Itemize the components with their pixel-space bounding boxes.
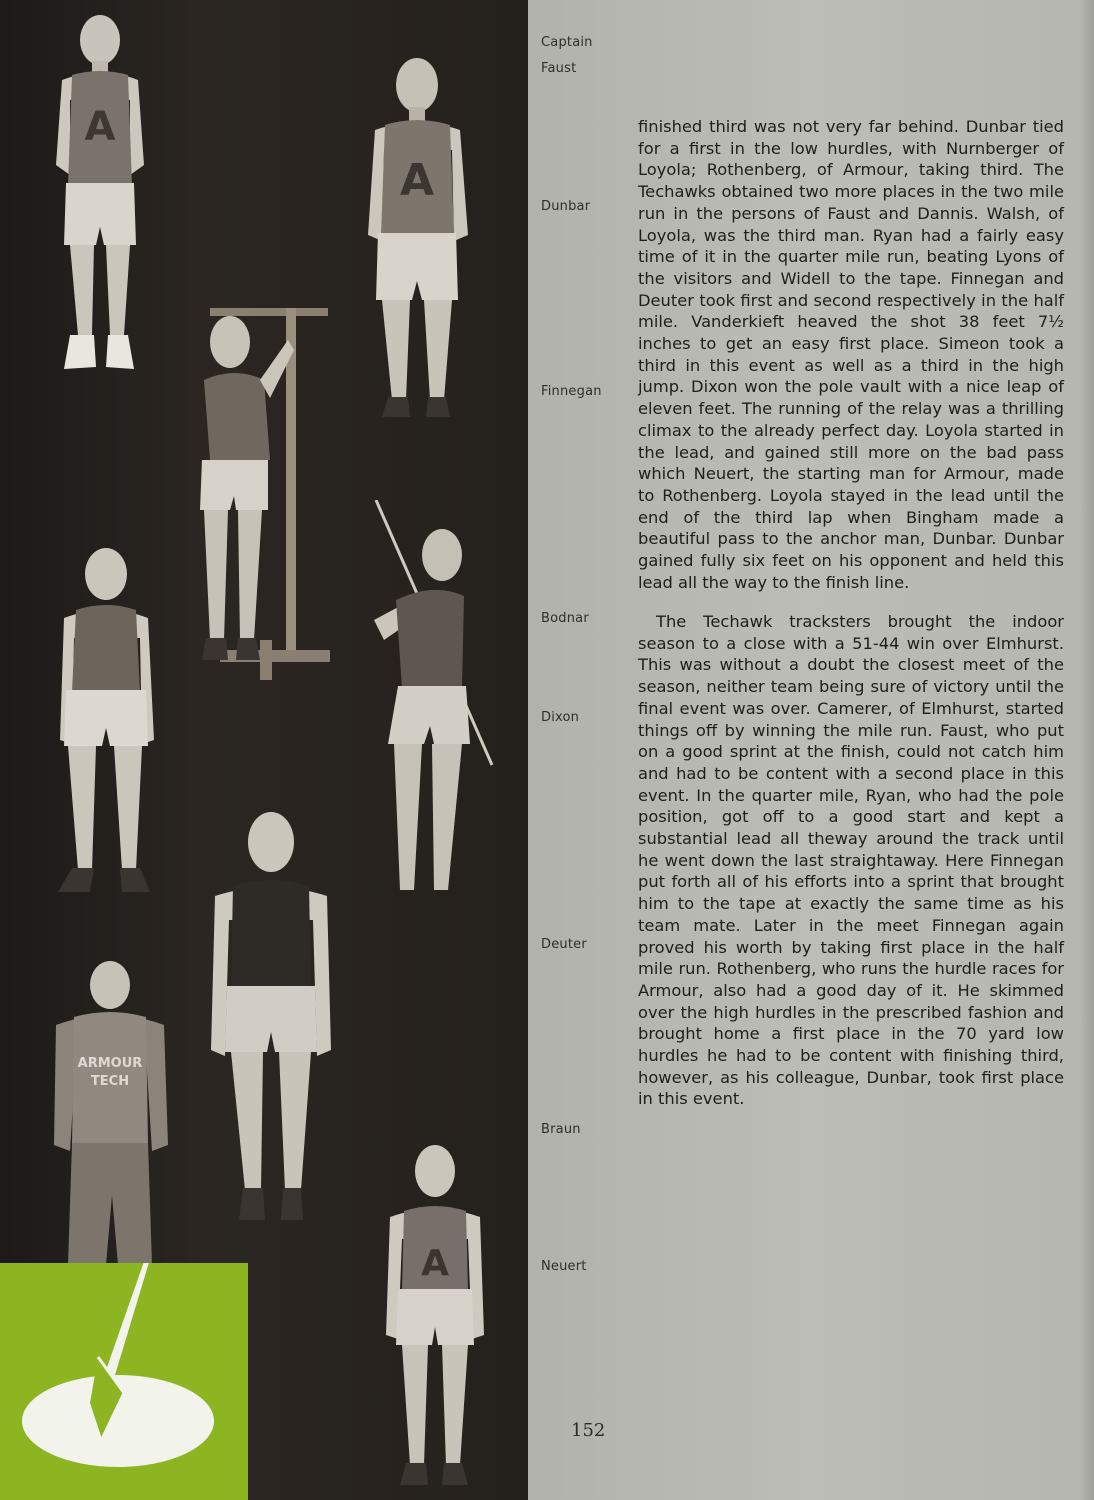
caption-faust-title: Captain: [541, 35, 593, 50]
braun-sweater-line1: ARMOUR: [77, 1056, 143, 1071]
athlete-photo-neuert: [380, 1135, 490, 1500]
neuert-jersey-letter: A: [421, 1243, 449, 1284]
article-paragraph-2: The Techawk tracksters brought the indoor season to a close with a 51-44 win over Elmhurst. This was without a doubt the closest meet of the season, neither team being sure of victory until the final event was over. Camerer, of Elmhurst, started things off by winning the mile run. Faust, who put on a good sprint at the finish, could not catch him and had to be content with a second place in this event. In the quarter mile, Ryan, who had the pole position, got off to a good start and kept a substantial lead all theway around the track until he went down the last straightaway. Here Finnegan put forth all of his efforts into a sprint that brought him to the tape at exactly the same time as his team mate. Later in the meet Finnegan again proved his worth by taking first place in the half mile run. Rothenberg, who runs the hurdle races for Armour, also had a good day of it. He skimmed over the high hurdles in the prescribed fashion and brought home a first place in the 70 yard low hurdles he had to be content with finishing third, however, as his colleague, Dunbar, took first place in this event.: [638, 612, 1064, 1109]
caption-neuert: Neuert: [541, 1259, 587, 1274]
caption-finnegan: Finnegan: [541, 384, 602, 399]
athlete-photo-bodnar: [370, 500, 495, 905]
athlete-photo-dunbar: [360, 45, 475, 420]
athlete-photo-deuter: [205, 800, 335, 1225]
green-accent-panel: [0, 1263, 248, 1500]
page-number: 152: [571, 1420, 606, 1441]
neuert-figure: [380, 1135, 490, 1500]
dunbar-figure: [360, 45, 475, 420]
finnegan-figure: [190, 300, 340, 690]
braun-figure: [48, 955, 173, 1265]
athlete-photo-dixon: [50, 540, 165, 900]
caption-faust: Faust: [541, 61, 577, 76]
faust-jersey-letter: A: [84, 104, 116, 150]
caption-dunbar: Dunbar: [541, 199, 591, 214]
article-paragraph-1: finished third was not very far behind. Dunbar tied for a first in the low hurdles, with Nurnberger of Loyola; Rothenberg, of Armour, taking third. The Techawks obtained two more places in the two mile run in the persons of Faust and Dannis. Walsh, of Loyola, was the third man. Ryan had a fairly easy time of it in the quarter mile run, beating Lyons of the visitors and Widell to the tape. Finnegan and Deuter took first and second respectively in the half mile. Vanderkieft heaved the shot 38 feet 7½ inches to get an easy first place. Simeon took a third in this event as well as a third in the high jump. Dixon won the pole vault with a nice leap of eleven feet. The running of the relay was a thrilling climax to the already perfect day. Loyola started in the lead, and gained still more on the bad pass which Neuert, the starting man for Armour, made to Rothenberg. Loyola stayed in the lead until the end of the third lap when Bingham made a beautiful pass to the anchor man, Dunbar. Dunbar gained fully six feet on his opponent and held this lead all the way to the finish line.: [638, 117, 1064, 592]
athlete-photo-faust: [40, 5, 160, 375]
deuter-figure: [205, 800, 335, 1225]
athlete-photo-collage: [0, 0, 528, 1500]
page-edge-shadow: [1080, 0, 1094, 1500]
faust-figure: [40, 5, 160, 375]
braun-sweater-line2: TECH: [90, 1074, 130, 1089]
caption-deuter: Deuter: [541, 937, 587, 952]
athlete-photo-finnegan: [190, 300, 340, 690]
javelin-target-logo-icon: [0, 1263, 248, 1500]
dixon-figure: [50, 540, 165, 900]
athlete-photo-braun: [48, 955, 173, 1265]
caption-bodnar: Bodnar: [541, 611, 589, 626]
bodnar-figure: [370, 500, 495, 905]
caption-braun: Braun: [541, 1122, 581, 1137]
dunbar-jersey-letter: A: [399, 155, 435, 206]
caption-dixon: Dixon: [541, 710, 580, 725]
